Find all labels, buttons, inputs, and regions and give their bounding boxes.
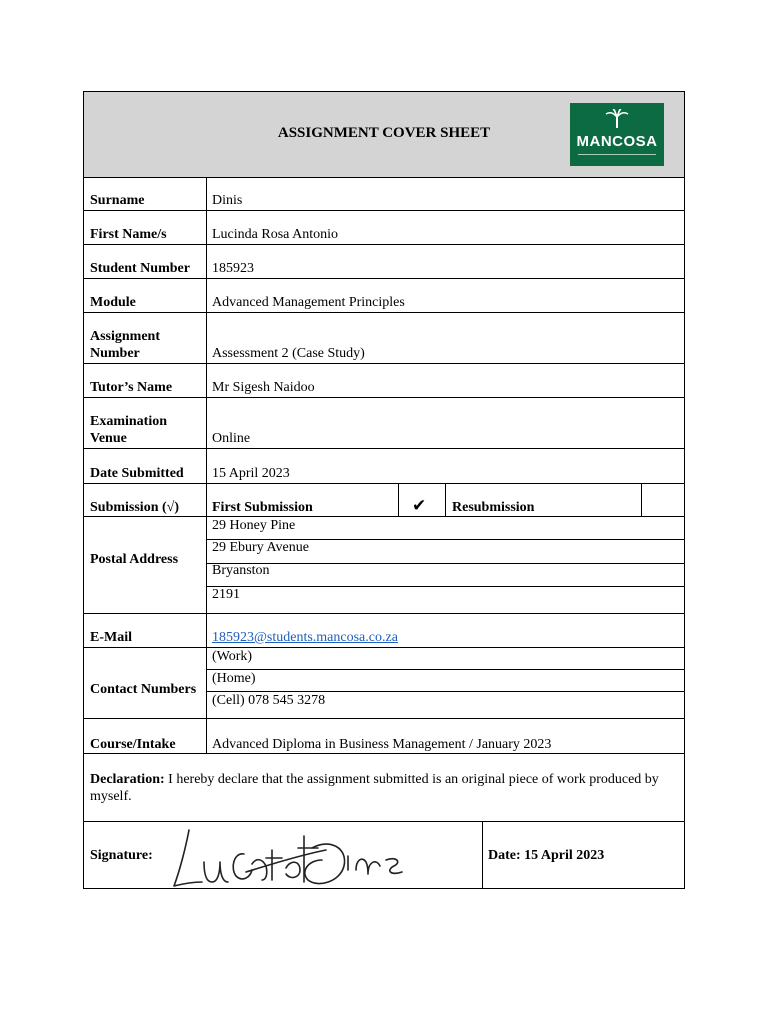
date-submitted-label: Date Submitted (90, 466, 184, 481)
declaration-label: Declaration: (90, 772, 165, 787)
postal-divider-3 (206, 586, 684, 587)
submission-divider-2 (445, 484, 446, 516)
contact-line-cell: (Cell) 078 545 3278 (212, 693, 326, 708)
surname-label: Surname (90, 193, 145, 208)
assignment-number-value: Assessment 2 (Case Study) (212, 346, 365, 361)
logo-name: MANCOSA (576, 133, 658, 150)
cover-sheet (83, 91, 685, 889)
row-student-number (84, 245, 684, 279)
tutor-label: Tutor’s Name (90, 380, 173, 395)
row-postal-address (84, 517, 684, 614)
submission-divider-3 (641, 484, 642, 516)
email-link[interactable]: 185923@students.mancosa.co.za (212, 630, 398, 645)
postal-divider-2 (206, 563, 684, 564)
course-intake-value: Advanced Diploma in Business Management / January 2023 (212, 737, 552, 752)
row-contact-numbers (84, 648, 684, 719)
contact-divider-1 (206, 669, 684, 670)
module-label: Module (90, 295, 136, 310)
row-module (84, 279, 684, 313)
submission-label: Submission (√) (90, 500, 179, 515)
first-names-value: Lucinda Rosa Antonio (212, 227, 338, 242)
row-submission (84, 484, 684, 517)
contact-numbers-label: Contact Numbers (90, 682, 197, 697)
row-course-intake (84, 719, 684, 754)
module-value: Advanced Management Principles (212, 295, 405, 310)
assignment-number-label-2: Number (90, 346, 140, 361)
assignment-number-label-1: Assignment (90, 329, 161, 344)
course-intake-label: Course/Intake (90, 737, 176, 752)
contact-line-home: (Home) (212, 671, 256, 686)
header (84, 92, 684, 178)
palm-icon (604, 109, 630, 129)
page-title: ASSIGNMENT COVER SHEET (277, 125, 491, 141)
date-submitted-value: 15 April 2023 (212, 466, 290, 481)
first-submission-check: ✔ (412, 496, 427, 515)
first-names-label: First Name/s (90, 227, 167, 242)
logo-tagline-rule (578, 154, 656, 158)
row-exam-venue (84, 398, 684, 449)
postal-line-4: 2191 (212, 587, 240, 602)
exam-venue-label-1: Examination (90, 414, 168, 429)
first-submission-label: First Submission (212, 500, 313, 515)
row-tutor (84, 364, 684, 398)
email-label: E-Mail (90, 630, 132, 645)
contact-line-work: (Work) (212, 649, 253, 664)
exam-venue-label-2: Venue (90, 431, 127, 446)
postal-address-label: Postal Address (90, 552, 179, 567)
signature-label: Signature: (90, 848, 153, 863)
row-email (84, 614, 684, 648)
tutor-value: Mr Sigesh Naidoo (212, 380, 315, 395)
declaration-text: I hereby declare that the assignment submitted is an original piece of work produced by myself. (90, 772, 659, 804)
postal-line-2: 29 Ebury Avenue (212, 540, 309, 555)
row-surname (84, 177, 684, 211)
row-assignment-number (84, 313, 684, 364)
surname-value: Dinis (212, 193, 243, 208)
postal-line-3: Bryanston (212, 563, 270, 578)
postal-line-1: 29 Honey Pine (212, 518, 296, 533)
handwritten-signature (86, 826, 406, 890)
row-date-submitted (84, 449, 684, 484)
exam-venue-value: Online (212, 431, 251, 446)
resubmission-label: Resubmission (452, 500, 535, 515)
row-first-names (84, 211, 684, 245)
declaration (90, 771, 674, 805)
row-declaration (84, 754, 684, 822)
mancosa-logo (570, 103, 664, 166)
student-number-value: 185923 (212, 261, 254, 276)
student-number-label: Student Number (90, 261, 190, 276)
submission-divider-1 (398, 484, 399, 516)
signature-date: Date: 15 April 2023 (488, 848, 605, 863)
signature-divider (482, 822, 483, 888)
